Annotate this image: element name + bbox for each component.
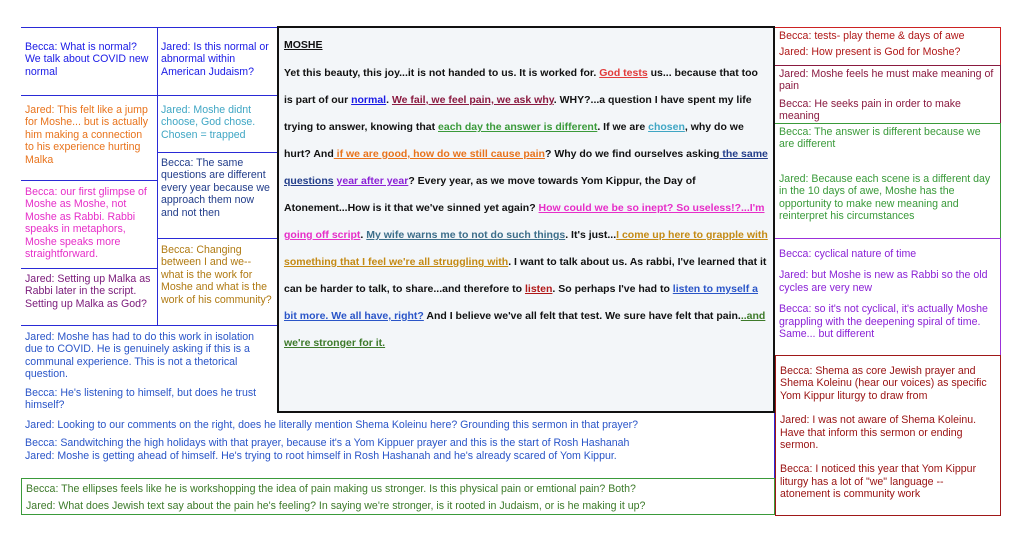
comment-shema-koleinu-here (21, 413, 775, 478)
comment-text: Becca: our first glimpse of Moshe as Moshe, not Moshe as Rabbi. Rabbi speaks in metaphors, Moshe speaks more straightforward. (25, 186, 147, 261)
comment-god-chose (157, 95, 277, 152)
script-text: . WHY?...a question I have spent my life trying to answer, knowing that (284, 94, 752, 133)
script-text: . If we are (597, 121, 649, 133)
comment-text: Jared: Is this normal or abnormal within American Judaism? (161, 41, 269, 78)
comment-tests (775, 27, 1001, 65)
comment-text: Jared: Moshe feels he must make meaning of pain (779, 68, 994, 93)
comment-answer-different (775, 123, 1001, 238)
comment-first-glimpse (21, 180, 158, 268)
comment-text: Jared: I was not aware of Shema Koleinu. Have that inform this sermon or ending sermon. (780, 414, 977, 452)
highlight-normal: normal (351, 94, 387, 106)
comment-same-questions (157, 152, 277, 238)
comment-ellipses (21, 478, 775, 515)
comment-shema (775, 355, 1001, 516)
script-text: . It's just... (565, 229, 617, 241)
highlight-each-day: each day the answer is different (438, 121, 598, 133)
comment-i-and-we (157, 238, 277, 325)
script-text: . So perhaps I've had to (552, 283, 673, 295)
comment-normal (21, 27, 158, 95)
highlight-grapple: I come up here to grapple with something that I feel we're all struggling with (284, 229, 768, 268)
comment-text: Jared: but Moshe is new as Rabbi so the old cycles are very new (779, 269, 988, 294)
comment-text: Becca: What is normal? We talk about COVID new normal (25, 41, 149, 78)
script-text: . (360, 229, 367, 241)
highlight-listen-to-myself: listen to myself a bit more. We all have, right? (284, 283, 758, 322)
script-text: us... because that too is part of our (284, 67, 758, 106)
comment-text: Becca: so it's not cyclical, it's actually Moshe grappling with the deepening spiral of time. Same... but different (779, 303, 988, 341)
comment-text: Jared: How present is God for Moshe? (779, 46, 961, 59)
comment-text: Jared: Setting up Malka as Rabbi later in the script. Setting up Malka as God? (25, 273, 151, 310)
comment-text: Becca: Sandwitching the high holidays with that prayer, because it's a Yom Kippuer prayer and this is the start of Rosh Hashanah (25, 437, 630, 450)
comment-text: Becca: tests- play theme & days of awe (779, 30, 965, 42)
highlight-my-wife: My wife warns me to not do such things (366, 229, 566, 241)
comment-text: Becca: The ellipses feels like he is workshopping the idea of pain making us stronger. Is this physical pain or emtional pain? Both? (26, 483, 636, 495)
comment-malka-as-god (21, 268, 158, 325)
highlight-year-after-year: year after year (336, 175, 409, 187)
comment-text: Jared: Looking to our comments on the right, does he literally mention Shema Koleinu here? Grounding this sermon in that prayer? (25, 419, 639, 431)
script-text: . (386, 94, 392, 106)
comment-cyclical-time (775, 238, 1001, 355)
comment-text: Jared: What does Jewish text say about the pain he's feeling? In saying we're stronger, is it rooted in Judaism, or is he making it up? (26, 500, 646, 513)
comment-text: Becca: I noticed this year that Yom Kippur liturgy has a lot of "we" language -- atonement is community work (780, 463, 977, 501)
highlight-god-tests: God tests (599, 67, 648, 79)
comment-make-meaning (775, 65, 1001, 123)
comment-text: Becca: Changing between I and we-- what is the work for Moshe and what is the work of his community? (161, 244, 272, 306)
comment-text: Becca: Shema as core Jewish prayer and Shema Koleinu (hear our voices) as specific Yom Kippur liturgy to draw from (780, 365, 987, 402)
highlight-cause-pain: if we are good, how do we still cause pain (333, 148, 545, 160)
script-text: , why do we hurt? And (284, 121, 744, 160)
script-title: MOSHE (284, 39, 323, 51)
highlight-listen: listen (524, 283, 553, 295)
comment-text: Jared: Moshe has had to do this work in isolation due to COVID. He is genuinely asking if this is a communal experience. This is not a thetorical question. (25, 331, 255, 381)
comment-text: Becca: cyclical nature of time (779, 248, 917, 260)
comment-text: Jared: Because each scene is a different day in the 10 days of awe, Moshe has the opportunity to make new meaning and reinterpret his circumstances (779, 172, 991, 223)
comment-text: Becca: The same questions are different every year because we approach them now and not then (161, 157, 270, 219)
script-excerpt (277, 26, 775, 413)
highlight-off-script: How could we be so inept? So useless!?...I'm going off script (284, 202, 765, 241)
comment-text: Becca: The answer is different because we are different (779, 126, 981, 151)
comment-text: Jared: This felt like a jump for Moshe... but is actually him making a connection to his experience hurting Malka (25, 104, 149, 166)
comment-text: Becca: He's listening to himself, but does he trust himself? (25, 386, 257, 412)
script-text: Yet this beauty, this joy...it is not handed to us. It is worked for. (284, 67, 600, 79)
script-text: ? Why do we find ourselves asking (544, 148, 720, 160)
highlight-stronger: ..and we're stronger for it. (284, 310, 766, 349)
comment-text: Jared: Moshe didnt choose, God chose. Chosen = trapped (161, 104, 256, 141)
highlight-we-fail: We fail, we feel pain, we ask why (391, 94, 554, 106)
highlight-same-questions: the same questions (284, 148, 768, 187)
script-text: And I believe we've all felt that test. We sure have felt that pain. (423, 310, 741, 322)
comment-text: Jared: Moshe is getting ahead of himself. He's trying to root himself in Rosh Hashanah and he's already scared of Yom Kippur. (25, 449, 617, 462)
comment-text: Becca: He seeks pain in order to make meaning (779, 97, 961, 123)
comment-american-judaism (157, 27, 277, 95)
script-text: ? Every year, as we move towards Yom Kippur, the Day of Atonement...How is it that we've sinned yet again? (284, 175, 696, 214)
script-text: . I want to talk about us. As rabbi, I've learned that it can be harder to talk, to share...and therefore to (284, 256, 767, 295)
comment-isolation (21, 325, 277, 413)
highlight-chosen: chosen (648, 121, 685, 133)
comment-jump-for-moshe (21, 95, 158, 180)
